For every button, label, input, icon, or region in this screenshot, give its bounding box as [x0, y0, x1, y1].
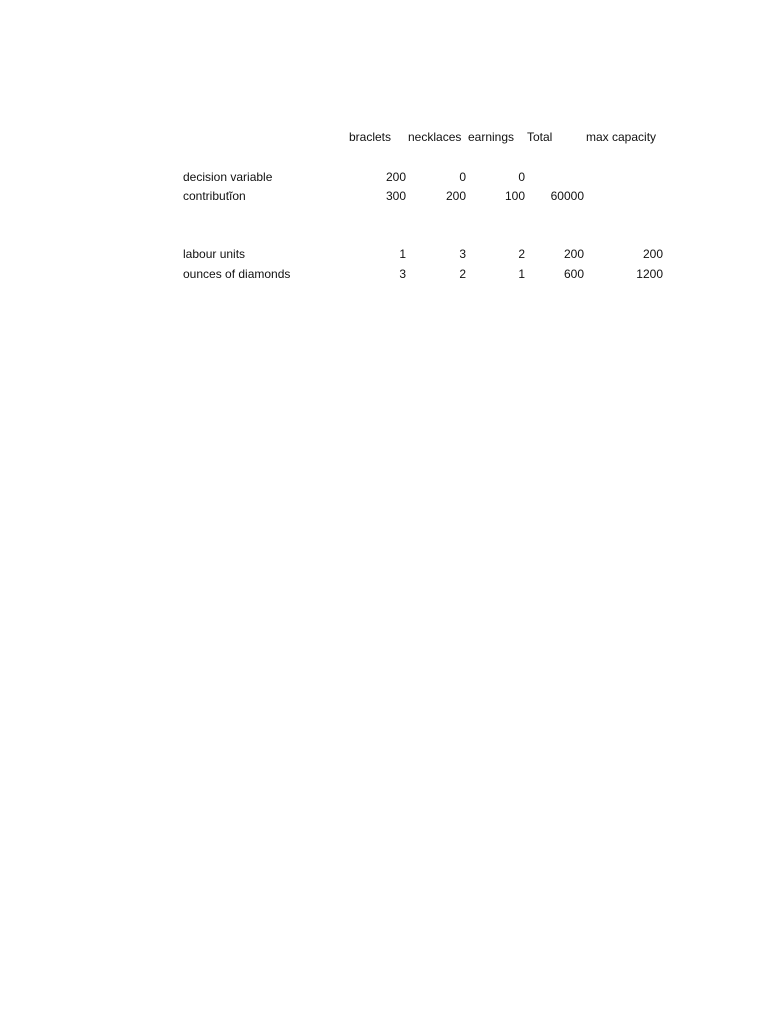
cell-contribution-braclets: 300 [385, 189, 406, 203]
cell-diamonds-total: 600 [563, 267, 584, 281]
cell-diamonds-necklaces: 2 [459, 267, 466, 281]
row-label-decision-variable: decision variable [183, 170, 273, 184]
header-earnings: earnings [468, 130, 515, 144]
cell-labour-necklaces: 3 [459, 247, 466, 261]
cell-diamonds-braclets: 3 [399, 267, 406, 281]
cell-diamonds-earnings: 1 [518, 267, 525, 281]
header-necklaces: necklaces [408, 130, 462, 144]
cell-labour-total: 200 [563, 247, 584, 261]
row-label-labour-units: labour units [183, 247, 246, 261]
header-braclets: braclets [349, 130, 392, 144]
cell-labour-earnings: 2 [518, 247, 525, 261]
cell-contribution-earnings: 100 [504, 189, 525, 203]
cell-decision-braclets: 200 [385, 170, 406, 184]
cell-labour-braclets: 1 [399, 247, 406, 261]
cell-decision-necklaces: 0 [459, 170, 466, 184]
row-label-ounces-of-diamonds: ounces of diamonds [183, 267, 291, 281]
cell-decision-earnings: 0 [518, 170, 525, 184]
cell-labour-max-capacity: 200 [642, 247, 663, 261]
header-total: Total [527, 130, 553, 144]
cell-contribution-necklaces: 200 [445, 189, 466, 203]
cell-contribution-total: 60000 [550, 189, 584, 203]
header-max-capacity: max capacity [586, 130, 657, 144]
cell-diamonds-max-capacity: 1200 [636, 267, 663, 281]
row-label-contribution: contributĩon [183, 189, 246, 203]
